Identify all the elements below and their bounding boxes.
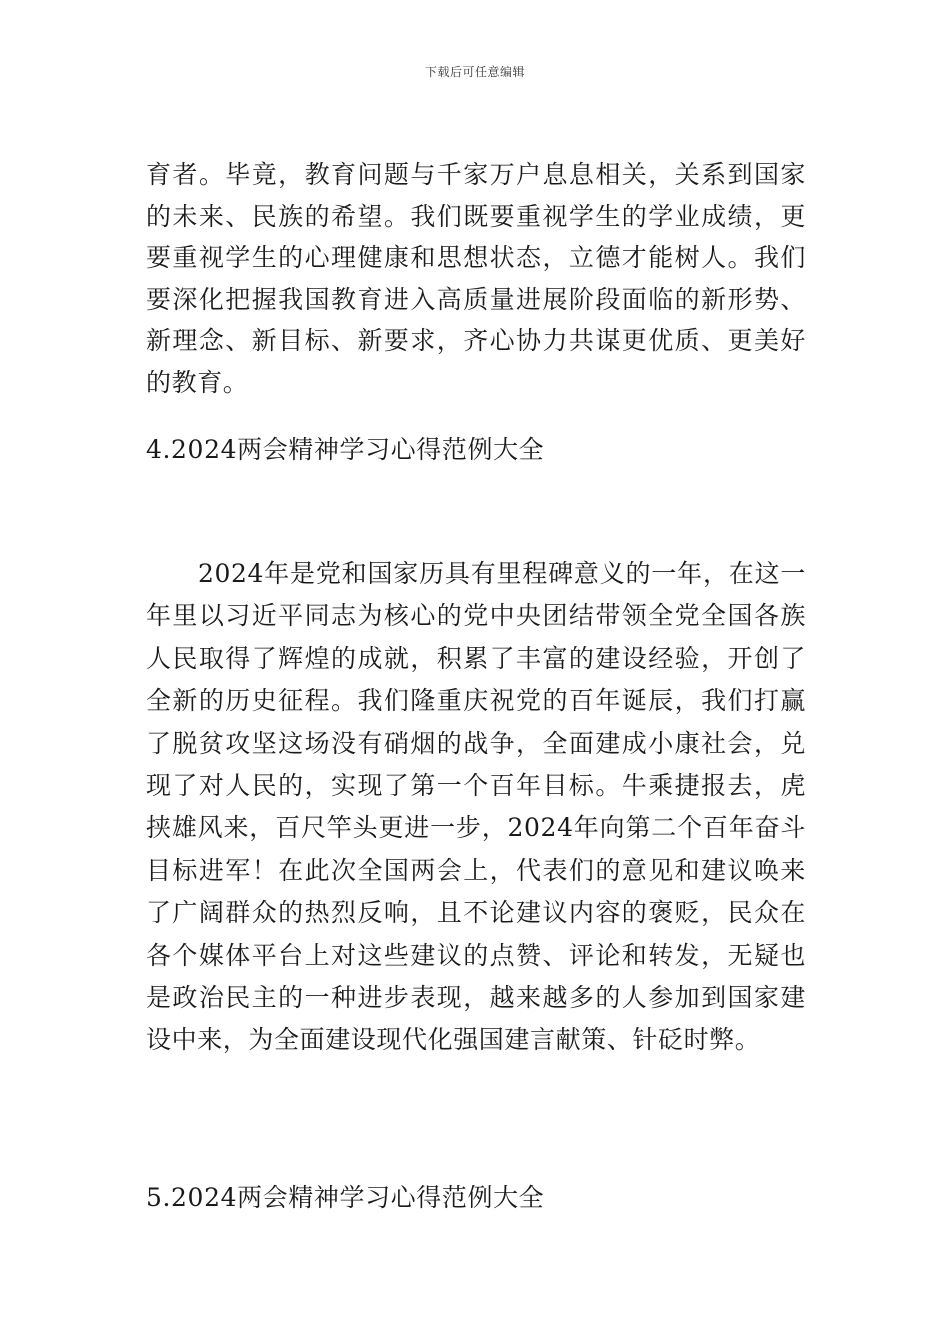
section-heading-4: 4.2024两会精神学习心得范例大全 <box>146 435 545 464</box>
body-paragraph-1: 育者。毕竟，教育问题与千家万户息息相关，关系到国家的未来、民族的希望。我们既要重视学生的学业成绩，更要重视学生的心理健康和思想状态，立德才能树人。我们要深化把握我国教育进入高质量进展阶段面临的新形势、新理念、新目标、新要求，齐心协力共谋更优质、更美好的教育。 <box>146 160 806 397</box>
body-paragraph-2: 2024年是党和国家历具有里程碑意义的一年，在这一年里以习近平同志为核心的党中央团结带领全党全国各族人民取得了辉煌的成就，积累了丰富的建设经验，开创了全新的历史征程。我们隆重庆祝党的百年诞辰，我们打赢了脱贫攻坚这场没有硝烟的战争，全面建成小康社会，兑现了对人民的，实现了第一个百年目标。牛乘捷报去，虎挟雄风来，百尺竿头更进一步，2024年向第二个百年奋斗目标进军！在此次全国两会上，代表们的意见和建议唤来了广阔群众的热烈反响，且不论建议内容的褒贬，民众在各个媒体平台上对这些建议的点赞、评论和转发，无疑也是政治民主的一种进步表现，越来越多的人参加到国家建设中来，为全面建设现代化强国建言献策、针砭时弊。 <box>146 559 806 1055</box>
page-header-note: 下载后可任意编辑 <box>424 65 525 79</box>
section-heading-5: 5.2024两会精神学习心得范例大全 <box>146 1183 545 1212</box>
